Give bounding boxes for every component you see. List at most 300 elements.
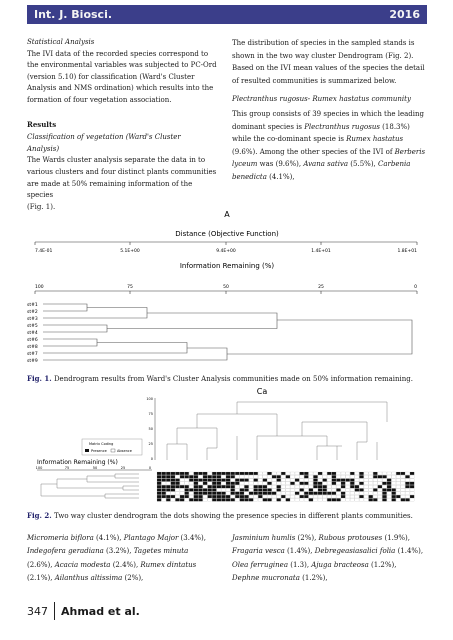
matrix-cell (336, 492, 340, 495)
text-line: The distribution of species in the sampled stands is (232, 39, 415, 47)
matrix-cell (231, 495, 235, 498)
matrix-cell (194, 492, 198, 495)
matrix-cell (359, 498, 363, 501)
matrix-cell (208, 495, 212, 498)
para-results (27, 155, 219, 213)
matrix-cell (378, 475, 382, 478)
matrix-cell (235, 498, 239, 501)
matrix-cell (240, 482, 244, 485)
matrix-cell (212, 482, 216, 485)
matrix-cell (359, 495, 363, 498)
matrix-cell (217, 475, 221, 478)
matrix-cell (240, 485, 244, 488)
matrix-cell (373, 489, 377, 492)
matrix-cell (185, 479, 189, 482)
matrix-cell (350, 472, 354, 475)
distance-tick-label: 9.4E+00 (216, 249, 236, 254)
matrix-cell (171, 498, 175, 501)
matrix-cell (396, 472, 400, 475)
text-span: (2.6%), (27, 560, 55, 569)
matrix-cell (295, 498, 299, 501)
matrix-cell (267, 485, 271, 488)
matrix-cell (323, 472, 327, 475)
matrix-cell (355, 475, 359, 478)
matrix-cell (226, 489, 230, 492)
matrix-cell (405, 475, 409, 478)
legend-absence-swatch (111, 449, 115, 452)
text-span: (1.4%), (395, 547, 424, 556)
matrix-cell (396, 485, 400, 488)
matrix-cell (263, 489, 267, 492)
matrix-cell (323, 489, 327, 492)
matrix-cell (189, 492, 193, 495)
matrix-cell (364, 489, 368, 492)
matrix-cell (369, 485, 373, 488)
info-tick-label: 50 (92, 466, 98, 470)
matrix-cell (309, 475, 313, 478)
matrix-cell (309, 492, 313, 495)
matrix-cell (295, 475, 299, 478)
species-name: Tagetes minuta (133, 547, 189, 556)
matrix-cell (346, 479, 350, 482)
matrix-cell (346, 492, 350, 495)
matrix-cell (369, 498, 373, 501)
matrix-cell (396, 498, 400, 501)
page-number: 347 (27, 604, 48, 618)
matrix-cell (263, 485, 267, 488)
matrix-cell (281, 475, 285, 478)
matrix-cell (346, 472, 350, 475)
info-tick-label: 75 (64, 466, 70, 470)
matrix-cell (203, 485, 207, 488)
matrix-cell (166, 475, 170, 478)
heading-results: Results (27, 119, 57, 129)
matrix-cell (327, 498, 331, 501)
matrix-cell (364, 479, 368, 482)
matrix-cell (180, 498, 184, 501)
matrix-cell (410, 489, 414, 492)
matrix-cell (392, 489, 396, 492)
matrix-cell (198, 498, 202, 501)
matrix-cell (162, 475, 166, 478)
matrix-cell (231, 472, 235, 475)
text-line: Based on the IVI mean values of the species the detail (232, 64, 425, 73)
matrix-cell (244, 485, 248, 488)
info-tick-label: 100 (35, 466, 43, 470)
matrix-cell (221, 495, 225, 498)
matrix-cell (300, 498, 304, 501)
matrix-cell (263, 492, 267, 495)
text-span: (2.1%), (27, 573, 55, 582)
matrix-cell (300, 495, 304, 498)
matrix-cell (226, 492, 230, 495)
matrix-cell (272, 482, 276, 485)
matrix-cell (401, 492, 405, 495)
matrix-cell (180, 489, 184, 492)
heading-statistical-analysis: Statistical Analysis (27, 38, 95, 46)
matrix-cell (180, 472, 184, 475)
matrix-cell (309, 479, 313, 482)
text-line: are made at 50% remaining information of the species (27, 179, 193, 200)
matrix-cell (359, 485, 363, 488)
matrix-cell (194, 485, 198, 488)
matrix-cell (373, 495, 377, 498)
matrix-cell (166, 472, 170, 475)
text-span: (2.4%), (110, 560, 141, 569)
matrix-cell (410, 498, 414, 501)
matrix-cell (226, 472, 230, 475)
matrix-cell (198, 485, 202, 488)
matrix-cell (272, 472, 276, 475)
matrix-cell (180, 495, 184, 498)
matrix-cell (336, 489, 340, 492)
matrix-cell (318, 495, 322, 498)
text-line: (Fig. 1). (27, 202, 56, 211)
text-span: (3.4%), (178, 534, 207, 542)
matrix-cell (373, 482, 377, 485)
matrix-cell (392, 498, 396, 501)
matrix-cell (410, 485, 414, 488)
matrix-cell (171, 485, 175, 488)
matrix-cell (359, 479, 363, 482)
matrix-cell (295, 489, 299, 492)
matrix-cell (336, 479, 340, 482)
matrix-cell (304, 485, 308, 488)
matrix-cell (254, 479, 258, 482)
matrix-cell (392, 492, 396, 495)
matrix-cell (304, 482, 308, 485)
distance-tick-label: 1.8E+01 (397, 249, 417, 254)
matrix-cell (300, 482, 304, 485)
matrix-cell (382, 479, 386, 482)
matrix-cell (309, 498, 313, 501)
matrix-cell (208, 485, 212, 488)
matrix-cell (203, 475, 207, 478)
matrix-cell (277, 492, 281, 495)
matrix-cell (171, 492, 175, 495)
matrix-cell (194, 479, 198, 482)
matrix-cell (378, 495, 382, 498)
matrix-cell (318, 485, 322, 488)
text-line (232, 146, 428, 159)
matrix-cell (249, 489, 253, 492)
matrix-cell (327, 482, 331, 485)
text-line: various clusters and four distinct plants communities (27, 167, 217, 176)
matrix-cell (212, 498, 216, 501)
matrix-cell (327, 475, 331, 478)
species-name: Berberis (394, 147, 426, 156)
matrix-cell (212, 485, 216, 488)
matrix-cell (323, 482, 327, 485)
text-line: formation of four vegetation association. (27, 95, 172, 104)
matrix-cell (240, 498, 244, 501)
matrix-cell (180, 485, 184, 488)
matrix-cell (244, 479, 248, 482)
matrix-cell (212, 479, 216, 482)
species-name: Micromeria biflora (27, 534, 94, 542)
matrix-cell (341, 498, 345, 501)
matrix-cell (378, 485, 382, 488)
matrix-cell (221, 489, 225, 492)
matrix-cell (341, 485, 345, 488)
matrix-cell (221, 479, 225, 482)
matrix-cell (341, 475, 345, 478)
matrix-cell (231, 485, 235, 488)
text-span: was (9.6%), (257, 160, 304, 169)
species-name: Acacia modesta (54, 560, 111, 569)
matrix-cell (235, 485, 239, 488)
matrix-cell (221, 485, 225, 488)
matrix-cell (189, 472, 193, 475)
leaf-label: st#5 (27, 324, 38, 329)
matrix-cell (378, 479, 382, 482)
matrix-cell (244, 492, 248, 495)
matrix-cell (387, 489, 391, 492)
matrix-cell (244, 482, 248, 485)
matrix-cell (226, 475, 230, 478)
journal-year: 2016 (389, 8, 420, 21)
matrix-cell (166, 489, 170, 492)
matrix-cell (254, 475, 258, 478)
matrix-cell (162, 489, 166, 492)
matrix-cell (235, 489, 239, 492)
matrix-cell (203, 492, 207, 495)
matrix-cell (189, 485, 193, 488)
matrix-cell (267, 482, 271, 485)
matrix-cell (304, 498, 308, 501)
dendrogram-leaves (27, 302, 38, 363)
matrix-cell (267, 479, 271, 482)
matrix-cell (171, 495, 175, 498)
matrix-cell (281, 485, 285, 488)
y-tick-label: 75 (148, 412, 153, 416)
dendrogram-branches (43, 304, 412, 360)
matrix-cell (194, 498, 198, 501)
matrix-cell (231, 498, 235, 501)
matrix-cell (217, 485, 221, 488)
matrix-cell (336, 495, 340, 498)
matrix-cell (323, 498, 327, 501)
text-span: (1.2%), (368, 560, 397, 569)
matrix-cell (221, 498, 225, 501)
matrix-cell (359, 472, 363, 475)
matrix-cell (226, 485, 230, 488)
matrix-cell (277, 489, 281, 492)
legend-presence-swatch (85, 449, 89, 452)
matrix-cell (203, 479, 207, 482)
matrix-cell (401, 485, 405, 488)
journal-title: Int. J. Biosci. (34, 8, 113, 21)
matrix-cell (263, 482, 267, 485)
matrix-cell (217, 479, 221, 482)
matrix-cell (231, 489, 235, 492)
matrix-cell (267, 495, 271, 498)
matrix-cell (304, 475, 308, 478)
matrix-cell (157, 485, 161, 488)
matrix-cell (364, 485, 368, 488)
matrix-cell (175, 479, 179, 482)
matrix-cell (281, 489, 285, 492)
matrix-cell (208, 475, 212, 478)
species-name: Carbenia (378, 160, 411, 169)
matrix-cell (355, 472, 359, 475)
matrix-cell (263, 498, 267, 501)
matrix-cell (313, 479, 317, 482)
matrix-cell (162, 485, 166, 488)
matrix-cell (194, 489, 198, 492)
text-line: Analysis and NMS ordination) which results into the (27, 84, 214, 93)
matrix-cell (341, 489, 345, 492)
info-tick-label: 25 (318, 285, 324, 290)
matrix-cell (323, 475, 327, 478)
y-tick-label: 100 (146, 397, 153, 401)
matrix-cell (166, 498, 170, 501)
distance-axis-title: Distance (Objective Function) (175, 230, 279, 238)
matrix-cell (304, 479, 308, 482)
matrix-cell (162, 472, 166, 475)
matrix-cell (396, 482, 400, 485)
matrix-cell (249, 498, 253, 501)
leaf-label: st#7 (27, 352, 38, 357)
text-line (232, 171, 428, 184)
matrix-cell (175, 485, 179, 488)
matrix-cell (208, 489, 212, 492)
matrix-cell (281, 492, 285, 495)
matrix-cell (171, 475, 175, 478)
info-remaining-title: Information Remaining (%) (37, 459, 118, 466)
matrix-cell (180, 492, 184, 495)
text-span: (18.3%) (379, 122, 410, 131)
matrix-cell (198, 482, 202, 485)
matrix-cell (272, 489, 276, 492)
matrix-cell (369, 489, 373, 492)
matrix-cell (217, 498, 221, 501)
matrix-cell (231, 482, 235, 485)
matrix-cell (194, 472, 198, 475)
caption-text: Two way cluster dendrogram the dots showing the presence species in different plants communities. (51, 512, 413, 520)
matrix-cell (332, 489, 336, 492)
matrix-cell (355, 482, 359, 485)
matrix-cell (212, 475, 216, 478)
matrix-cell (157, 482, 161, 485)
distance-ticks (35, 242, 417, 254)
text-span: (2%), (122, 573, 144, 582)
matrix-cell (369, 475, 373, 478)
matrix-cell (235, 482, 239, 485)
matrix-cell (203, 495, 207, 498)
legend-absence: Absence (117, 449, 132, 453)
species-name: Rumex dintatus (140, 560, 197, 569)
matrix-cell (231, 479, 235, 482)
matrix-cell (350, 489, 354, 492)
species-name: Indegofera geradiana (27, 547, 104, 556)
matrix-cell (364, 495, 368, 498)
matrix-cell (208, 498, 212, 501)
matrix-cell (203, 472, 207, 475)
matrix-cell (336, 472, 340, 475)
matrix-cell (180, 482, 184, 485)
matrix-cell (217, 492, 221, 495)
matrix-cell (382, 492, 386, 495)
matrix-cell (244, 489, 248, 492)
para-statistical (27, 49, 219, 107)
matrix-cell (369, 479, 373, 482)
matrix-cell (346, 489, 350, 492)
matrix-cell (171, 472, 175, 475)
matrix-cell (189, 495, 193, 498)
matrix-cell (277, 482, 281, 485)
matrix-cell (175, 495, 179, 498)
matrix-cell (341, 495, 345, 498)
matrix-cell (166, 492, 170, 495)
matrix-cell (341, 479, 345, 482)
matrix-cell (254, 495, 258, 498)
matrix-cell (332, 492, 336, 495)
matrix-cell (304, 495, 308, 498)
text-line: (version 5.10) for classification (Ward's Cluster (27, 72, 195, 81)
matrix-cell (226, 498, 230, 501)
matrix-cell (332, 482, 336, 485)
info-tick-label: 25 (120, 466, 126, 470)
matrix-cell (258, 495, 262, 498)
matrix-cell (162, 498, 166, 501)
matrix-cell (286, 492, 290, 495)
distance-tick-label: 5.1E+00 (120, 249, 140, 254)
matrix-cell (323, 492, 327, 495)
text-span: (3.2%), (103, 547, 134, 556)
info-axis-title: Information Remaining (%) (179, 262, 275, 270)
info-tick-label: 100 (35, 285, 44, 290)
y-tick-label: 50 (148, 427, 153, 431)
matrix-cell (401, 482, 405, 485)
matrix-cell (240, 472, 244, 475)
matrix-cell (240, 492, 244, 495)
matrix-cell (359, 482, 363, 485)
matrix-cell (341, 472, 345, 475)
matrix-cell (217, 472, 221, 475)
matrix-cell (401, 498, 405, 501)
species-name: Rumex hastatus (346, 135, 404, 144)
text-span: (1.2%), (299, 573, 328, 582)
text-line (27, 559, 219, 572)
matrix-cell (396, 479, 400, 482)
leaf-label: st#6 (27, 338, 38, 343)
matrix-cell (185, 492, 189, 495)
text-line (232, 532, 428, 545)
matrix-cell (364, 482, 368, 485)
leaf-label: st#9 (27, 359, 38, 363)
matrix-cell (235, 475, 239, 478)
info-tick-label: 75 (127, 285, 133, 290)
footer-divider (54, 602, 55, 620)
figure-2-two-way-cluster (27, 384, 427, 504)
matrix-cell (231, 475, 235, 478)
matrix-cell (332, 498, 336, 501)
matrix-cell (267, 475, 271, 478)
matrix-cell (313, 492, 317, 495)
matrix-cell (355, 479, 359, 482)
matrix-cell (231, 492, 235, 495)
matrix-cell (203, 498, 207, 501)
matrix-cell (332, 485, 336, 488)
y-tick-label: 25 (148, 442, 153, 446)
matrix-cell (382, 489, 386, 492)
matrix-cell (166, 485, 170, 488)
matrix-cell (286, 479, 290, 482)
matrix-cell (162, 482, 166, 485)
matrix-cell (346, 482, 350, 485)
matrix-cell (318, 492, 322, 495)
